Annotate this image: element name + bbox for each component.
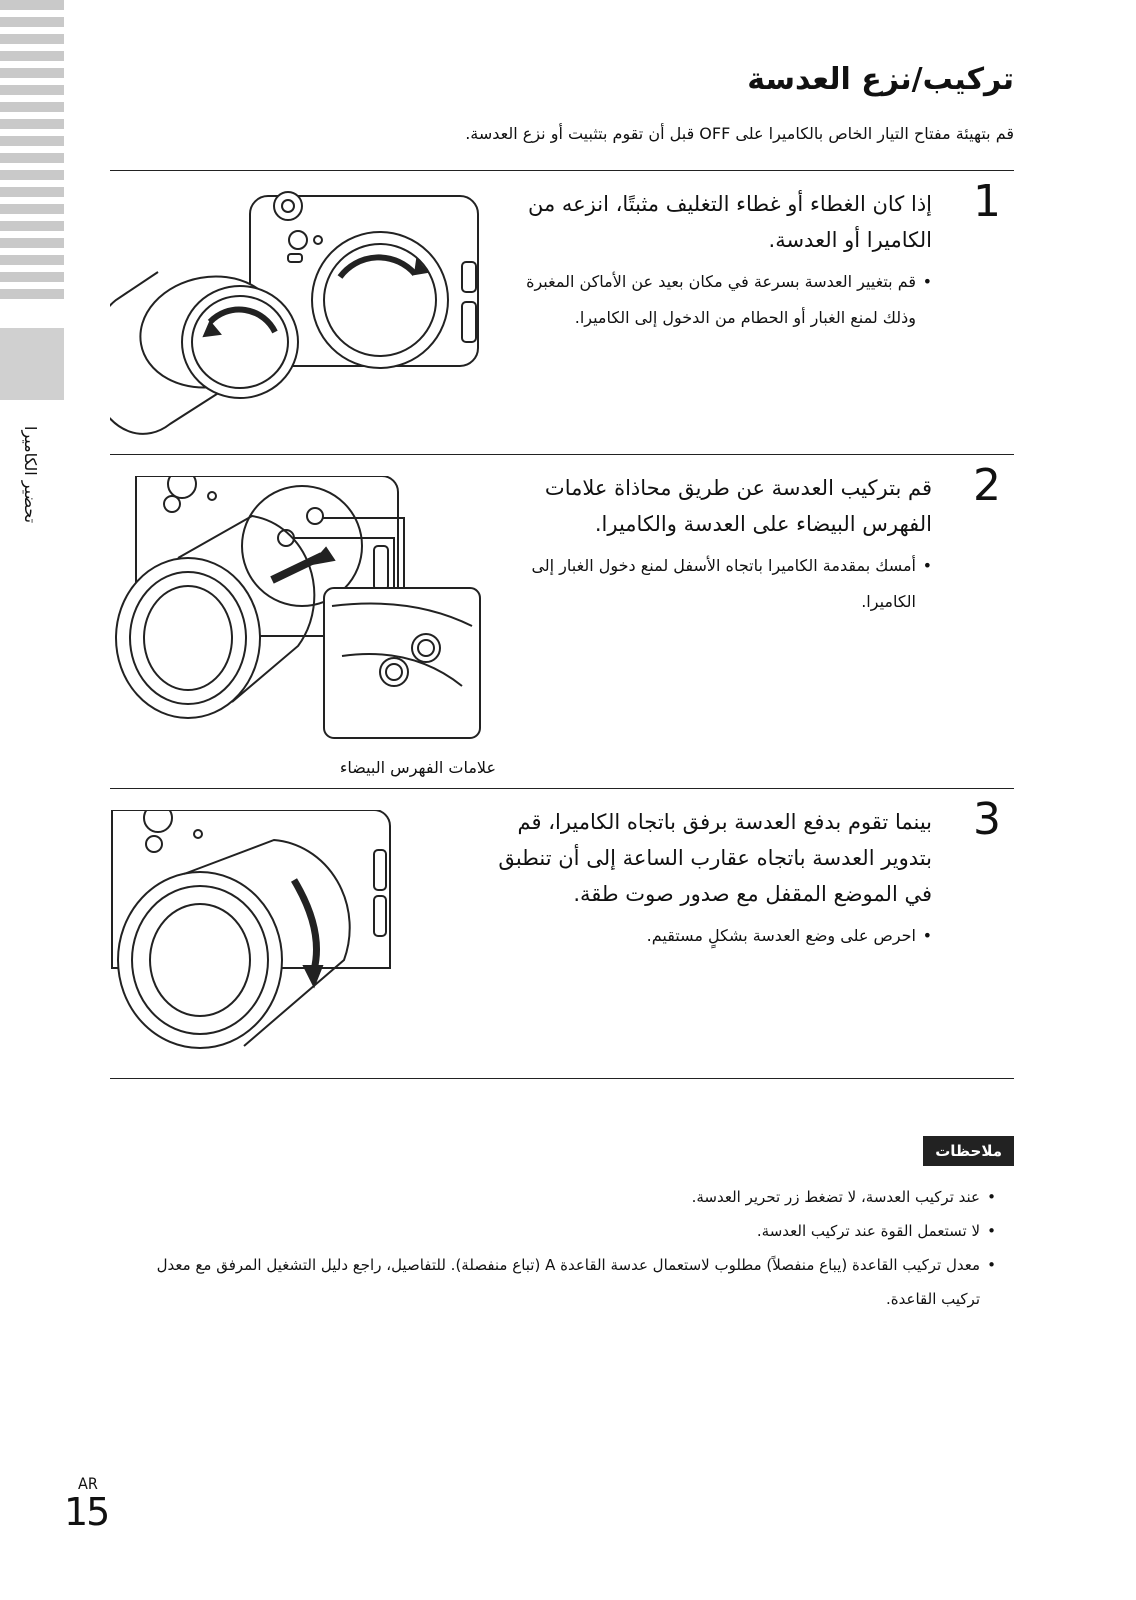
step-2-bullet: • أمسك بمقدمة الكاميرا باتجاه الأسفل لمنع دخول الغبار إلى الكاميرا.	[492, 548, 932, 620]
step-2-text: قم بتركيب العدسة عن طريق محاذاة علامات الفهرس البيضاء على العدسة والكاميرا.	[544, 476, 932, 536]
index-marks-caption: علامات الفهرس البيضاء	[339, 758, 496, 777]
page-title: تركيب/نزع العدسة	[747, 62, 1014, 97]
page-number: 15	[64, 1490, 109, 1534]
intro-text: قم بتهيئة مفتاح التيار الخاص بالكاميرا على OFF قبل أن تقوم بتثبيت أو نزع العدسة.	[465, 124, 1014, 143]
step-2-number: 2	[973, 460, 1001, 511]
divider	[110, 1078, 1014, 1079]
step-1	[492, 186, 932, 336]
divider	[110, 788, 1014, 789]
section-side-label: تحضير الكاميرا	[21, 426, 40, 524]
margin-tab-block	[0, 328, 64, 400]
camera-cap-removal-illustration	[110, 182, 490, 437]
notes-list	[136, 1180, 996, 1316]
notes-label: ملاحظات	[923, 1136, 1014, 1166]
divider	[110, 454, 1014, 455]
step-1-text: إذا كان الغطاء أو غطاء التغليف مثبتًا، انزعه من الكاميرا أو العدسة.	[527, 192, 932, 252]
step-3-bullet: • احرص على وضع العدسة بشكلٍ مستقيم.	[492, 918, 932, 954]
step-3-number: 3	[973, 794, 1001, 845]
margin-tab-stripes	[0, 0, 64, 306]
note-item: • عند تركيب العدسة، لا تضغط زر تحرير العدسة.	[136, 1180, 996, 1214]
step-2	[492, 470, 932, 620]
step-1-bullet: • قم بتغيير العدسة بسرعة في مكان بعيد عن الأماكن المغبرة وذلك لمنع الغبار أو الحطام من الدخول إلى الكاميرا.	[492, 264, 932, 336]
note-item: • معدل تركيب القاعدة (يباع منفصلاً) مطلوب لاستعمال عدسة القاعدة A (تباع منفصلة). للتفاصيل، راجع دليل التشغيل المرفق مع معدل تركيب القاعدة.	[136, 1248, 996, 1316]
step-3-text: بينما تقوم بدفع العدسة برفق باتجاه الكاميرا، قم بتدوير العدسة باتجاه عقارب الساعة إلى أن تنطبق في الموضع المقفل مع صدور صوت طقة.	[498, 810, 932, 906]
step-1-number: 1	[973, 176, 1001, 227]
lens-mount-alignment-illustration	[112, 476, 492, 752]
lens-rotation-illustration	[104, 810, 404, 1060]
note-item: • لا تستعمل القوة عند تركيب العدسة.	[136, 1214, 996, 1248]
page-language: AR	[78, 1474, 98, 1493]
divider	[110, 170, 1014, 171]
step-3	[492, 804, 932, 954]
